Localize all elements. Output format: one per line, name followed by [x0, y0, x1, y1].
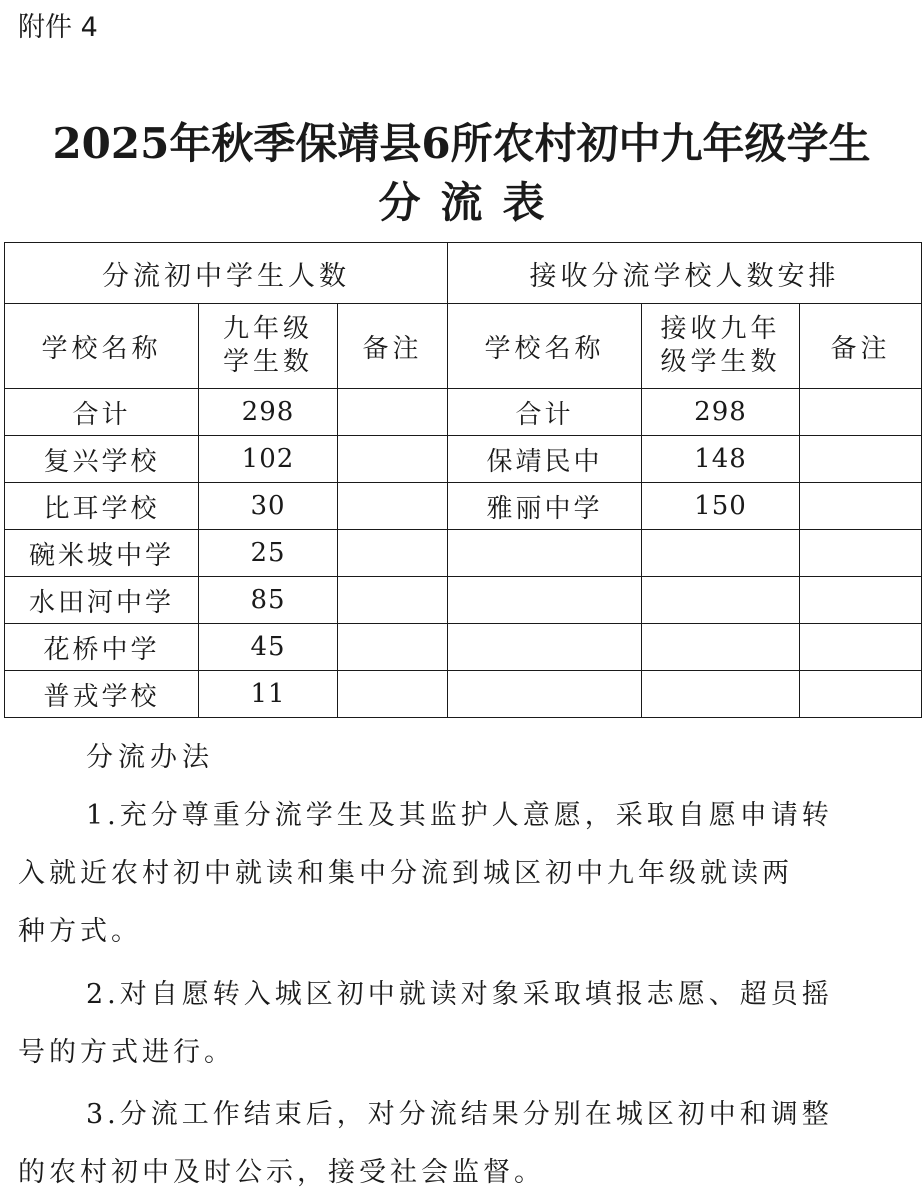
document-title-line-1: 2025年秋季保靖县6所农村初中九年级学生: [52, 119, 871, 168]
right-school-cell: [448, 671, 642, 718]
left-count-cell: 45: [199, 624, 338, 671]
left-remark-cell: [338, 624, 448, 671]
right-count-cell: 150: [642, 483, 800, 530]
left-school-cell: 碗米坡中学: [5, 530, 199, 577]
right-school-cell: [448, 577, 642, 624]
header-right-student-count: [642, 304, 800, 389]
header-left-count-line-2: 学生数: [222, 347, 313, 377]
right-count-cell: [642, 530, 800, 577]
left-school-cell: 花桥中学: [5, 624, 199, 671]
paragraph-3-line-2: 的农村初中及时公示，接受社会监督。: [18, 1157, 545, 1188]
right-remark-cell: [800, 577, 922, 624]
table-row: [5, 671, 922, 718]
table-row: [5, 577, 922, 624]
diversion-table: [4, 242, 922, 718]
left-count-cell: 85: [199, 577, 338, 624]
left-remark-cell: [338, 436, 448, 483]
method-paragraph-1: [18, 787, 910, 961]
right-count-cell: [642, 624, 800, 671]
document-title-line-2: 分流表: [378, 178, 565, 227]
header-left-remark: 备注: [338, 304, 448, 389]
attachment-label: 附件 4: [18, 12, 98, 43]
left-count-cell: 25: [199, 530, 338, 577]
paragraph-1-line-3: 种方式。: [18, 916, 142, 947]
left-remark-cell: [338, 671, 448, 718]
right-count-cell: [642, 671, 800, 718]
table-group-header-row: [5, 243, 922, 304]
group-header-diverted: 分流初中学生人数: [5, 243, 448, 304]
right-count-cell: 298: [642, 389, 800, 436]
header-right-school-name: 学校名称: [448, 304, 642, 389]
table-row: [5, 624, 922, 671]
paragraph-1-line-2: 入就近农村初中就读和集中分流到城区初中九年级就读两: [18, 858, 793, 889]
right-remark-cell: [800, 624, 922, 671]
left-school-cell: 合计: [5, 389, 199, 436]
left-remark-cell: [338, 389, 448, 436]
right-school-cell: 雅丽中学: [448, 483, 642, 530]
left-remark-cell: [338, 483, 448, 530]
right-remark-cell: [800, 389, 922, 436]
header-left-student-count: [199, 304, 338, 389]
table-row: [5, 483, 922, 530]
header-left-count-line-1: 九年级: [222, 314, 313, 344]
table-row: [5, 530, 922, 577]
method-paragraph-3: [18, 1086, 910, 1202]
right-count-cell: [642, 577, 800, 624]
left-remark-cell: [338, 577, 448, 624]
left-school-cell: 水田河中学: [5, 577, 199, 624]
right-school-cell: 合计: [448, 389, 642, 436]
right-school-cell: 保靖民中: [448, 436, 642, 483]
table-column-header-row: [5, 304, 922, 389]
left-count-cell: 11: [199, 671, 338, 718]
paragraph-3-line-1: 3.分流工作结束后，对分流结果分别在城区初中和调整: [86, 1099, 833, 1130]
header-right-remark: 备注: [800, 304, 922, 389]
left-count-cell: 30: [199, 483, 338, 530]
table-row: [5, 436, 922, 483]
table-row: [5, 389, 922, 436]
right-school-cell: [448, 530, 642, 577]
right-remark-cell: [800, 530, 922, 577]
left-count-cell: 298: [199, 389, 338, 436]
right-school-cell: [448, 624, 642, 671]
header-right-count-line-1: 接收九年: [660, 314, 781, 344]
paragraph-2-line-2: 号的方式进行。: [18, 1037, 235, 1068]
header-left-school-name: 学校名称: [5, 304, 199, 389]
left-school-cell: 比耳学校: [5, 483, 199, 530]
right-remark-cell: [800, 483, 922, 530]
left-school-cell: 普戎学校: [5, 671, 199, 718]
paragraph-2-line-1: 2.对自愿转入城区初中就读对象采取填报志愿、超员摇: [86, 979, 833, 1010]
right-remark-cell: [800, 671, 922, 718]
right-remark-cell: [800, 436, 922, 483]
group-header-receiving: 接收分流学校人数安排: [448, 243, 922, 304]
left-remark-cell: [338, 530, 448, 577]
method-paragraph-2: [18, 966, 910, 1082]
left-count-cell: 102: [199, 436, 338, 483]
left-school-cell: 复兴学校: [5, 436, 199, 483]
paragraph-1-line-1: 1.充分尊重分流学生及其监护人意愿，采取自愿申请转: [86, 800, 833, 831]
method-heading: 分流办法: [86, 742, 214, 773]
right-count-cell: 148: [642, 436, 800, 483]
header-right-count-line-2: 级学生数: [660, 347, 781, 377]
